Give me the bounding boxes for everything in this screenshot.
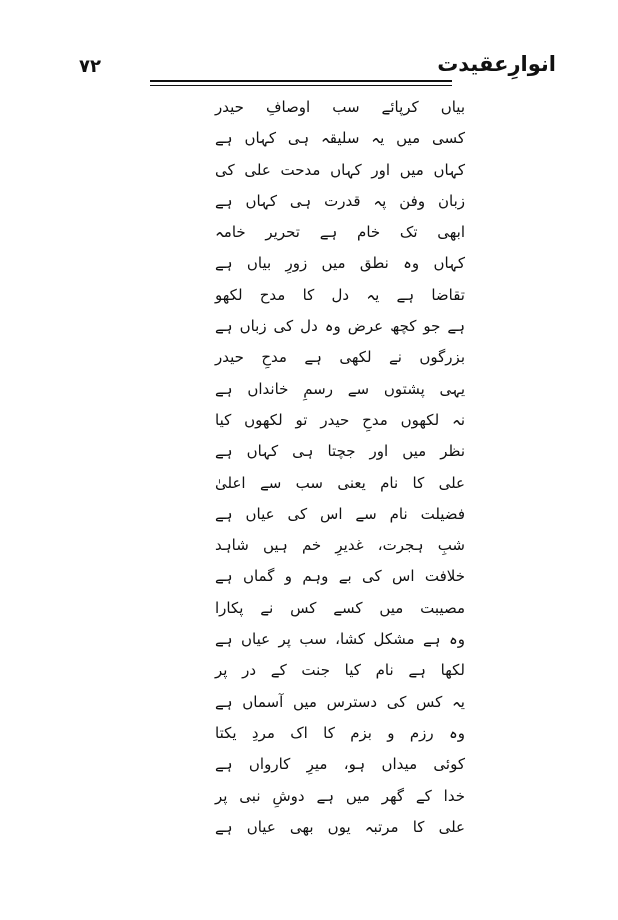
verse-line: بیاں کرپائے سب اوصافِ حیدر: [215, 98, 465, 116]
verse-line: کہاں وہ نطق میں زورِ بیاں ہے: [215, 254, 465, 273]
verse-line: زبان وفن پہ قدرت ہی کہاں ہے: [215, 191, 465, 210]
verse-line: نہ لکھوں مدحِ حیدر تو لکھوں کیا: [215, 410, 465, 429]
verse-line: شبِ ہجرت، غدیرِ خم ہیں شاہد: [215, 536, 465, 555]
verse-line: کسی میں یہ سلیقہ ہی کہاں ہے: [215, 129, 465, 148]
verse-line: خلافت اس کی بے وہم و گماں ہے: [215, 567, 465, 586]
verse-line: مصیبت میں کسے کس نے پکارا: [215, 598, 465, 617]
verse-line: لکھا ہے نام کیا جنت کے در پر: [215, 661, 465, 680]
verse-line: کوئی میداں ہو، میرِ کارواں ہے: [215, 755, 465, 774]
verse-line: یہ کس کی دسترس میں آسماں ہے: [215, 692, 465, 711]
page-number: ۷۲: [79, 56, 101, 77]
verse-line: فضیلت نام سے اس کی عیاں ہے: [215, 504, 465, 523]
verse-line: کہاں میں اور کہاں مدحت علی کی: [215, 160, 465, 179]
verse-line: بزرگوں نے لکھی ہے مدحِ حیدر: [215, 348, 465, 367]
verse-line: یہی پشتوں سے رسمِ خانداں ہے: [215, 379, 465, 398]
verse-line: ہے جو کچھ عرض وہ دل کی زباں ہے: [215, 317, 465, 336]
poem-body: [215, 92, 465, 843]
page-header: [0, 0, 618, 100]
verse-line: علی کا مرتبہ یوں بھی عیاں ہے: [215, 817, 465, 836]
verse-line: خدا کے گھر میں ہے دوشِ نبی پر: [215, 786, 465, 805]
verse-line: ابھی تک خام ہے تحریر خامہ: [215, 223, 465, 242]
verse-line: نظر میں اور جچتا ہی کہاں ہے: [215, 442, 465, 461]
header-rule-top: [150, 80, 452, 82]
book-title: انوارِعقیدت: [437, 52, 556, 76]
verse-line: علی کا نام یعنی سب سے اعلیٰ: [215, 473, 465, 492]
header-rule-bottom: [150, 85, 452, 86]
verse-line: وہ رزم و بزم کا اک مردِ یکتا: [215, 723, 465, 742]
verse-line: وہ ہے مشکل کشا، سب پر عیاں ہے: [215, 630, 465, 649]
verse-line: تقاضا ہے یہ دل کا مدح لکھو: [215, 285, 465, 304]
